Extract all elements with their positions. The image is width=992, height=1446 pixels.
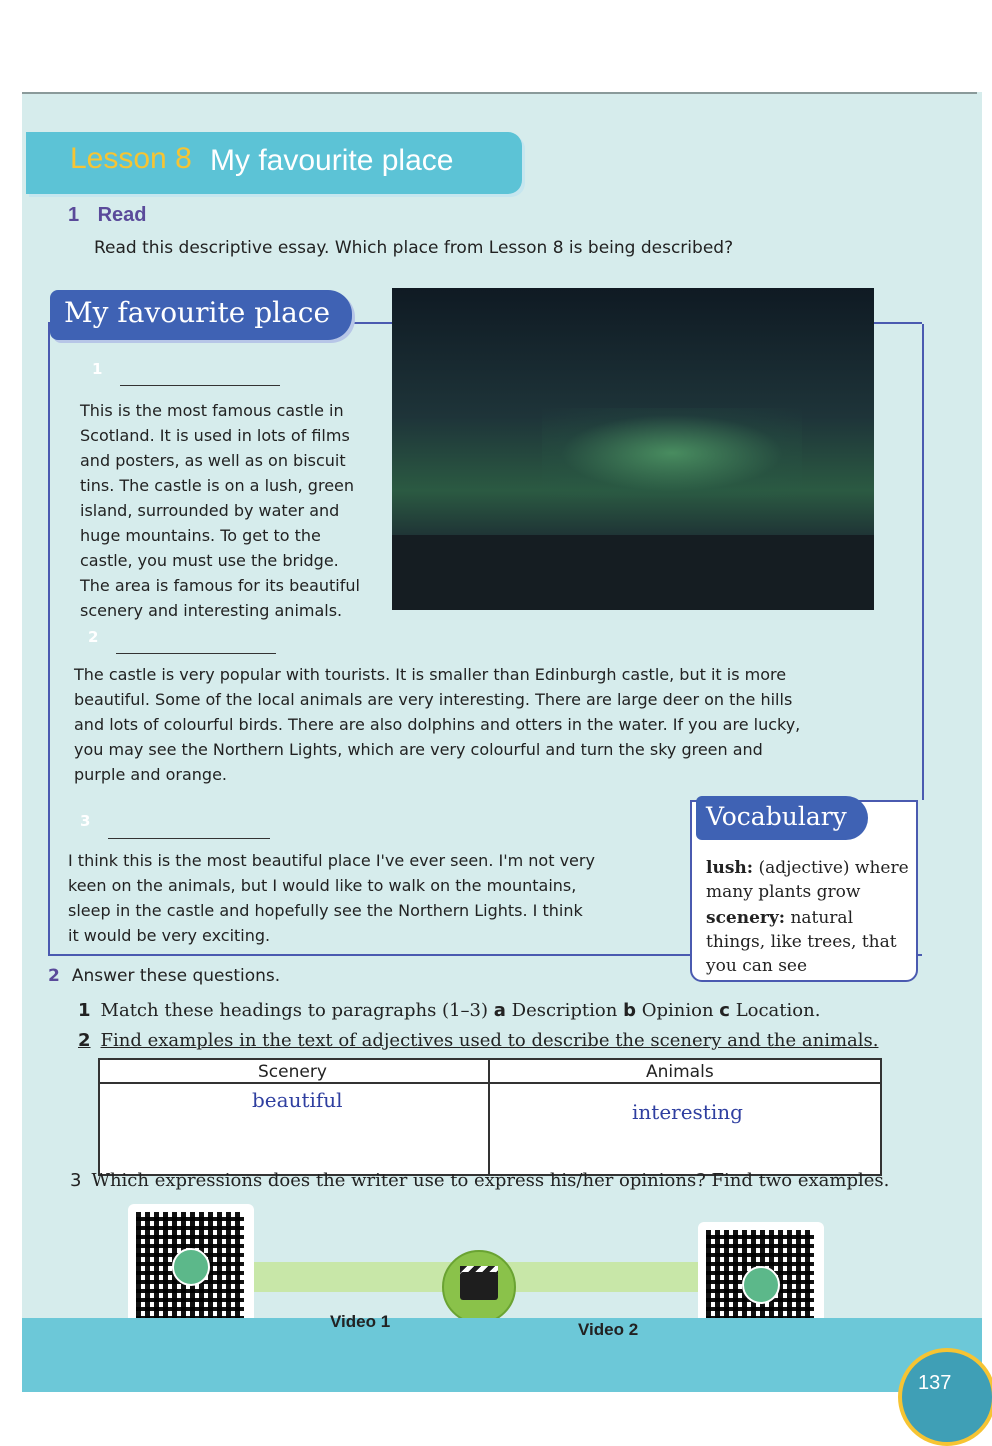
section-2-heading: [48, 966, 280, 986]
adjectives-table: [98, 1058, 882, 1176]
paragraph-2-line: The castle is very popular with tourists. It is smaller than Edinburgh castle, but it is more: [74, 665, 787, 684]
option-a-text: Description: [511, 1000, 618, 1021]
option-b-letter: b: [623, 1000, 636, 1021]
vocab-definition: things, like trees, that: [706, 932, 897, 952]
paragraph-1-line: castle, you must use the bridge.: [80, 551, 339, 570]
paragraph-2-line: beautiful. Some of the local animals are very interesting. There are large deer on the hills: [74, 690, 793, 709]
vocabulary-title: Vocabulary: [706, 802, 847, 831]
option-b-text: Opinion: [641, 1000, 714, 1021]
video-2-label[interactable]: Video 2: [578, 1320, 639, 1339]
lesson-title: My favourite place: [210, 144, 454, 177]
paragraph-1-line: Scotland. It is used in lots of films: [80, 426, 350, 445]
question-1-text: Match these headings to paragraphs (1–3): [100, 1000, 489, 1021]
option-c-text: Location.: [735, 1000, 821, 1021]
paragraph-1-blank: [120, 385, 280, 386]
vocab-definition: you can see: [706, 956, 808, 976]
paragraph-2: [74, 662, 800, 787]
section-1-heading: [68, 204, 146, 227]
paragraph-3-line: sleep in the castle and hopefully see the Northern Lights. I think: [68, 901, 583, 920]
question-1: [78, 1000, 820, 1021]
vocab-definition: many plants grow: [706, 882, 861, 902]
answer-scenery[interactable]: beautiful: [252, 1088, 343, 1112]
option-c-letter: c: [719, 1000, 730, 1021]
clapper-body: [460, 1272, 498, 1300]
essay-title: My favourite place: [64, 296, 331, 329]
fingerprint-icon: [172, 1248, 210, 1286]
question-3: [70, 1170, 889, 1191]
question-3-text: Which expressions does the writer use to express his/her opinions? Find two examples.: [91, 1170, 890, 1191]
paragraph-1-line: and posters, as well as on biscuit: [80, 451, 346, 470]
vocabulary-title-banner: [696, 796, 868, 840]
vocab-definition: (adjective) where: [758, 858, 909, 878]
paragraph-1-line: tins. The castle is on a lush, green: [80, 476, 355, 495]
page-footer-band: [22, 1318, 982, 1392]
option-a-letter: a: [493, 1000, 506, 1021]
question-2: [78, 1030, 878, 1051]
table-header-animals: Animals: [646, 1062, 714, 1082]
table-header-scenery: Scenery: [258, 1062, 327, 1082]
paragraph-1-line: huge mountains. To get to the: [80, 526, 321, 545]
paragraph-2-line: and lots of colourful birds. There are also dolphins and otters in the water. If you are lucky,: [74, 715, 801, 734]
answer-animals[interactable]: interesting: [632, 1100, 743, 1124]
question-1-number: 1: [78, 1000, 91, 1021]
paragraph-3-number: 3: [80, 812, 91, 830]
paragraph-3-line: keen on the animals, but I would like to walk on the mountains,: [68, 876, 577, 895]
top-rule: [22, 92, 977, 94]
question-2-text: Find examples in the text of adjectives used to describe the scenery and the animals.: [100, 1030, 879, 1051]
fingerprint-icon: [742, 1266, 780, 1304]
horizon-land: [392, 535, 874, 610]
paragraph-1-line: scenery and interesting animals.: [80, 601, 343, 620]
vocab-term: scenery:: [706, 908, 786, 928]
question-2-number: 2: [78, 1030, 91, 1051]
section-1-number: 1: [68, 204, 80, 226]
video-1-label[interactable]: Video 1: [330, 1312, 391, 1331]
paragraph-2-line: you may see the Northern Lights, which are very colourful and turn the sky green and: [74, 740, 763, 759]
page-number-badge: [898, 1348, 992, 1446]
vocab-definition: natural: [790, 908, 854, 928]
paragraph-3: [68, 848, 595, 948]
vocab-entry-scenery: [706, 906, 897, 978]
paragraph-1-line: island, surrounded by water and: [80, 501, 340, 520]
paragraph-1-number: 1: [92, 360, 103, 378]
paragraph-2-line: purple and orange.: [74, 765, 227, 784]
section-2-number: 2: [48, 966, 60, 986]
paragraph-3-line: I think this is the most beautiful place I've ever seen. I'm not very: [68, 851, 595, 870]
section-1-label: Read: [97, 204, 147, 226]
paragraph-1-line: The area is famous for its beautiful: [80, 576, 360, 595]
paragraph-1-line: This is the most famous castle in: [80, 401, 344, 420]
section-1-instruction: Read this descriptive essay. Which place from Lesson 8 is being described?: [94, 238, 734, 258]
section-2-label: Answer these questions.: [71, 966, 281, 986]
paragraph-3-line: it would be very exciting.: [68, 926, 271, 945]
essay-title-banner: [50, 290, 352, 340]
table-header-rule: [100, 1082, 880, 1084]
vocab-entry-lush: [706, 856, 909, 904]
question-3-number: 3: [70, 1170, 82, 1191]
qr-code-video-1[interactable]: [128, 1204, 254, 1330]
paragraph-2-blank: [116, 653, 276, 654]
table-column-divider: [488, 1060, 490, 1174]
northern-lights-photo: [392, 288, 874, 610]
lesson-number: Lesson 8: [70, 142, 192, 175]
lesson-banner: [26, 132, 522, 194]
aurora-glow: [542, 408, 802, 498]
paragraph-2-number: 2: [88, 628, 99, 646]
paragraph-3-blank: [108, 838, 270, 839]
vocab-term: lush:: [706, 858, 754, 878]
page-number: 137: [918, 1372, 952, 1394]
paragraph-1: [80, 398, 360, 623]
film-clapper-icon[interactable]: [442, 1250, 516, 1324]
